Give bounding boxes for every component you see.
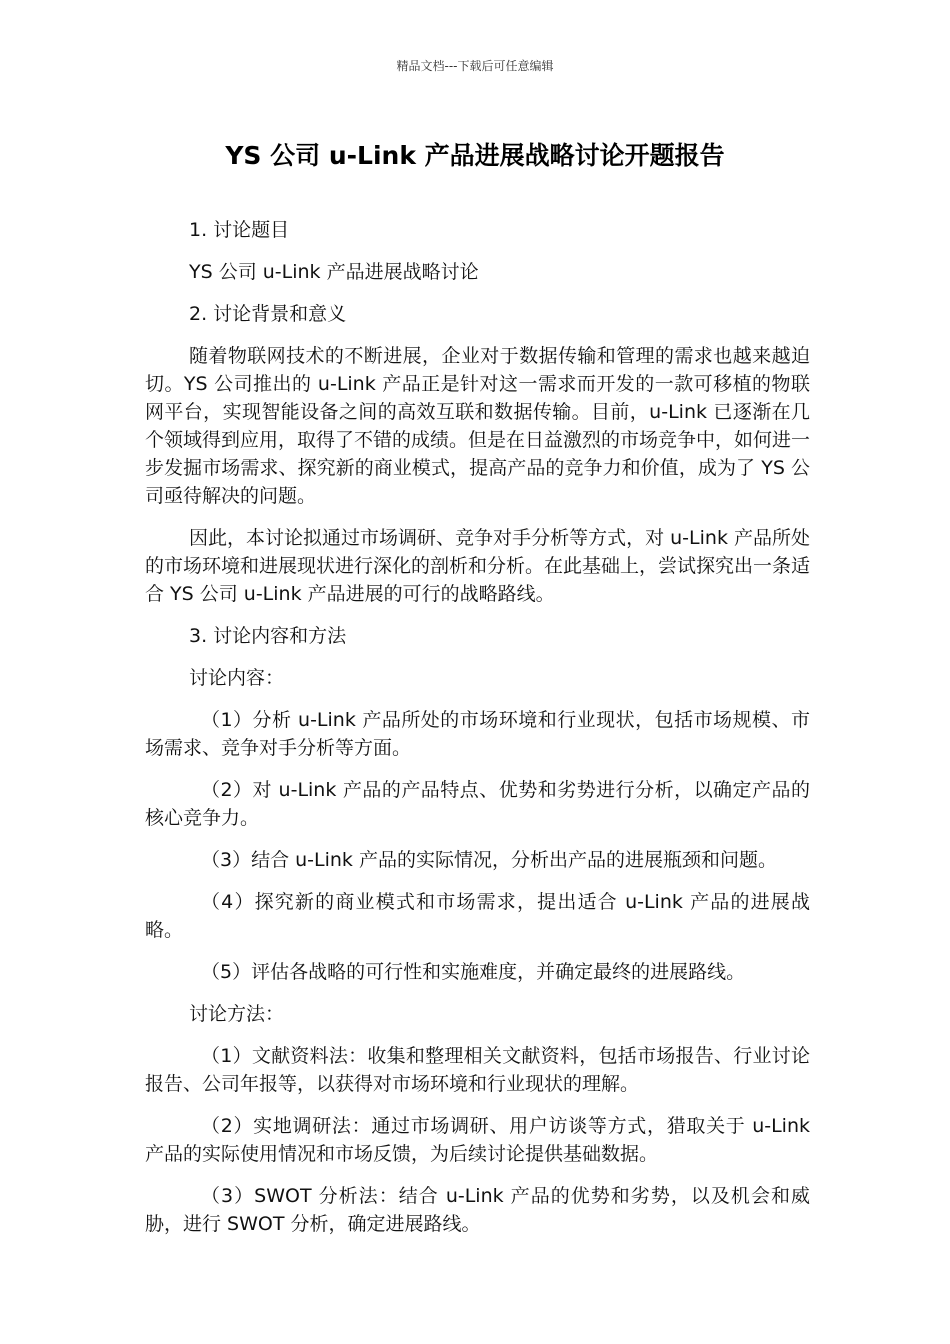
section-3-heading: 3. 讨论内容和方法: [189, 625, 347, 647]
page-header: 精品文档---下载后可任意编辑: [396, 59, 554, 73]
section-1-text: YS 公司 u-Link 产品进展战略讨论: [189, 261, 479, 283]
research-content-item: （1）分析 u-Link 产品所处的市场环境和行业现状，包括市场规模、市场需求、竞争对手分析等方面。: [145, 709, 810, 759]
research-content-label: 讨论内容：: [189, 667, 285, 689]
section-2-paragraph-1: 随着物联网技术的不断进展，企业对于数据传输和管理的需求也越来越迫切。YS 公司推出的 u-Link 产品正是针对这一需求而开发的一款可移植的物联网平台，实现智能设备之间的高效互联和数据传输。目前，u-Link 已逐渐在几个领域得到应用，取得了不错的成绩。但是在日益激烈的市场竞争中，如何进一步发掘市场需求、探究新的商业模式，提高产品的竞争力和价值，成为了 YS 公司亟待解决的问题。: [145, 345, 811, 507]
research-content-item: （4）探究新的商业模式和市场需求，提出适合 u-Link 产品的进展战略。: [145, 891, 810, 941]
document-body: [145, 216, 810, 1252]
research-method-item: （2）实地调研法：通过市场调研、用户访谈等方式，猎取关于 u-Link 产品的实际使用情况和市场反馈，为后续讨论提供基础数据。: [145, 1115, 810, 1165]
research-method-item: （3）SWOT 分析法：结合 u-Link 产品的优势和劣势，以及机会和威胁，进行 SWOT 分析，确定进展路线。: [145, 1185, 810, 1235]
research-method-label: 讨论方法：: [189, 1003, 285, 1025]
section-2-heading: 2. 讨论背景和意义: [189, 303, 347, 325]
research-content-item: （5）评估各战略的可行性和实施难度，并确定最终的进展路线。: [201, 961, 746, 983]
section-1-heading: 1. 讨论题目: [189, 219, 290, 241]
research-method-item: （1）文献资料法：收集和整理相关文献资料，包括市场报告、行业讨论报告、公司年报等，以获得对市场环境和行业现状的理解。: [145, 1045, 810, 1095]
research-content-item: （3）结合 u-Link 产品的实际情况，分析出产品的进展瓶颈和问题。: [201, 849, 777, 871]
document-title: YS 公司 u-Link 产品进展战略讨论开题报告: [225, 141, 725, 170]
research-content-item: （2）对 u-Link 产品的产品特点、优势和劣势进行分析，以确定产品的核心竞争力。: [145, 779, 810, 829]
section-2-paragraph-2: 因此，本讨论拟通过市场调研、竞争对手分析等方式，对 u-Link 产品所处的市场环境和进展现状进行深化的剖析和分析。在此基础上，尝试探究出一条适合 YS 公司 u-Link 产品进展的可行的战略路线。: [145, 527, 811, 605]
